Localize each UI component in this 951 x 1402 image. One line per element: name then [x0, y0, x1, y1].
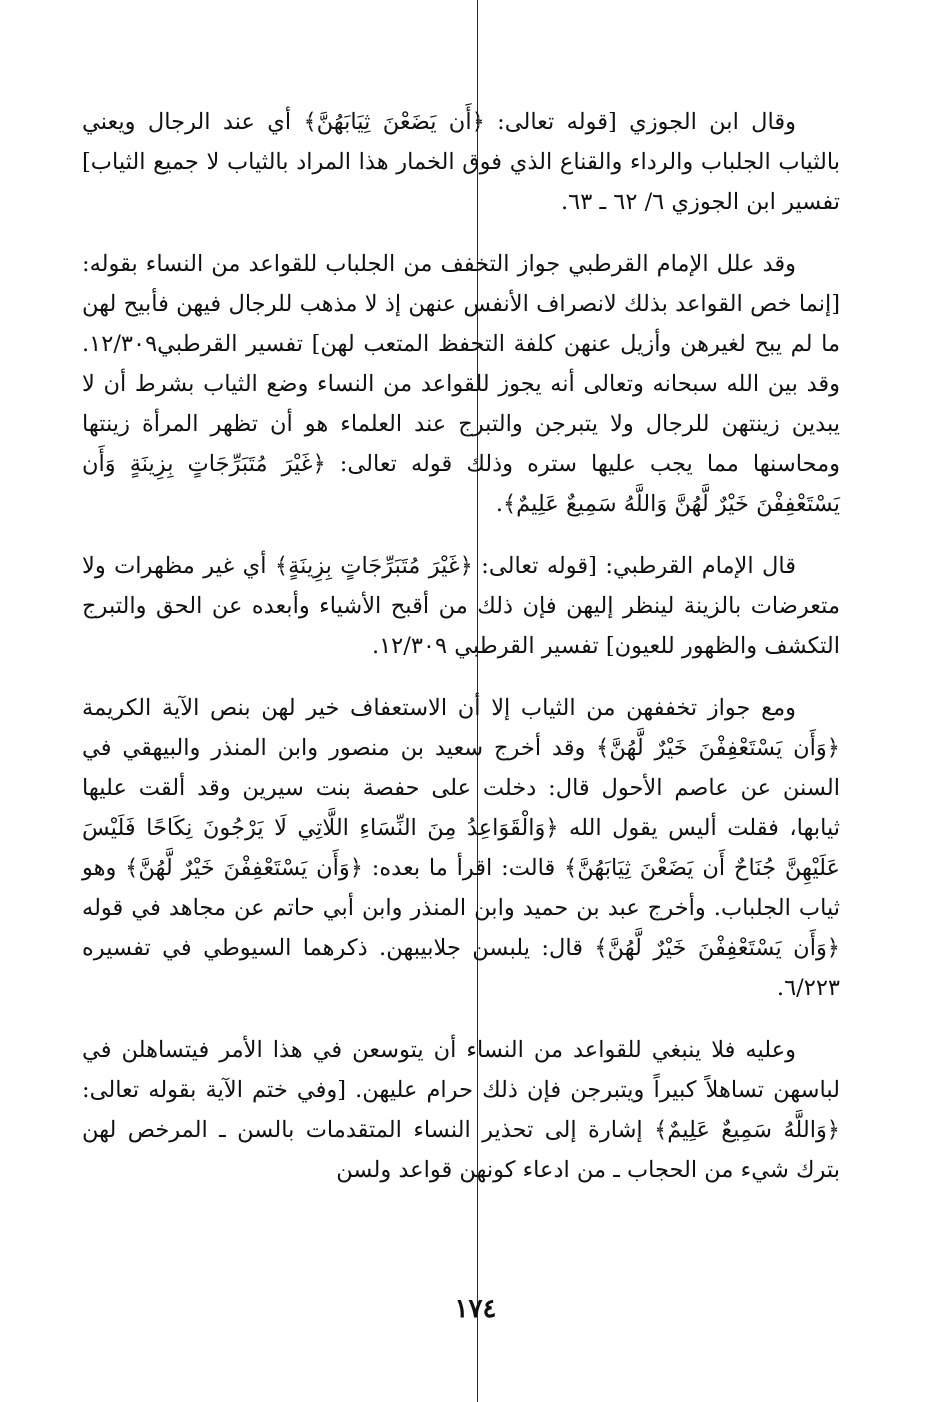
paragraph-qurtubi-reasoning: وقد علل الإمام القرطبي جواز التخفف من الجلباب للقواعد من النساء بقوله: [إنما خص القواعد بذلك لانصراف الأنفس عنهن إذ لا مذهب للرجال فيهن فأبيح لهن ما لم يبح لغيرهن وأزيل عنهن كلفة التحفظ المتعب لهن] تفسير القرطبي١٢/٣٠٩. وقد بين الله سبحانه وتعالى أنه يجوز للقواعد من النساء وضع الثياب بشرط أن لا يبدين زينتهن للرجال ولا يتبرجن والتبرج عند العلماء هو أن تظهر المرأة زينتها ومحاسنها مما يجب عليها ستره وذلك قوله تعالى: ﴿غَيْرَ مُتَبَرِّجَاتٍ بِزِينَةٍ وَأَن يَسْتَعْفِفْنَ خَيْرٌ لَّهُنَّ وَاللَّهُ سَمِيعٌ عَلِيمٌ﴾.: [82, 251, 840, 517]
paragraph-qurtubi-quote: قال الإمام القرطبي: [قوله تعالى: ﴿غَيْرَ مُتَبَرِّجَاتٍ بِزِينَةٍ﴾ أي غير مظهرات ولا متعرضات بالزينة لينظر إليهن فإن ذلك من أقبح الأشياء وأبعده عن الحق والتبرج التكشف والظهور للعيون] تفسير القرطبي ١٢/٣٠٩.: [82, 553, 840, 659]
paragraph-modesty-better: ومع جواز تخففهن من الثياب إلا أن الاستعفاف خير لهن بنص الآية الكريمة ﴿وَأَن يَسْتَعْفِفْنَ خَيْرٌ لَّهُنَّ﴾ وقد أخرج سعيد بن منصور وابن المنذر والبيهقي في السنن عن عاصم الأحول قال: دخلت على حفصة بنت سيرين وقد ألقت عليها ثيابها، فقلت أليس يقول الله ﴿وَالْقَوَاعِدُ مِنَ النِّسَاءِ اللَّاتِي لَا يَرْجُونَ نِكَاحًا فَلَيْسَ عَلَيْهِنَّ جُنَاحٌ أَن يَضَعْنَ ثِيَابَهُنَّ﴾ قالت: اقرأ ما بعده: ﴿وَأَن يَسْتَعْفِفْنَ خَيْرٌ لَّهُنَّ﴾ وهو ثياب الجلباب. وأخرج عبد بن حميد وابن المنذر وابن أبي حاتم عن مجاهد في قوله ﴿وَأَن يَسْتَعْفِفْنَ خَيْرٌ لَّهُنَّ﴾ قال: يلبسن جلابيبهن. ذكرهما السيوطي في تفسيره ٦/٢٢٣.: [82, 695, 840, 1001]
page-body: [82, 102, 840, 1212]
page-number: ١٧٤: [454, 1294, 497, 1324]
paragraph-ibn-al-jawzi: وقال ابن الجوزي [قوله تعالى: ﴿أَن يَضَعْنَ ثِيَابَهُنَّ﴾ أي عند الرجال ويعني بالثياب الجلباب والرداء والقناع الذي فوق الخمار هذا المراد بالثياب لا جميع الثياب] تفسير ابن الجوزي ٦/ ٦٢ ـ ٦٣.: [82, 109, 840, 215]
paragraph-conclusion: وعليه فلا ينبغي للقواعد من النساء أن يتوسعن في هذا الأمر فيتساهلن في لباسهن تساهلاً كبيراً ويتبرجن فإن ذلك حرام عليهن. [وفي ختم الآية بقوله تعالى: ﴿وَاللَّهُ سَمِيعٌ عَلِيمٌ﴾ إشارة إلى تحذير النساء المتقدمات بالسن ـ المرخص لهن بترك شيء من الحجاب ـ من ادعاء كونهن قواعد ولسن: [82, 1037, 840, 1183]
